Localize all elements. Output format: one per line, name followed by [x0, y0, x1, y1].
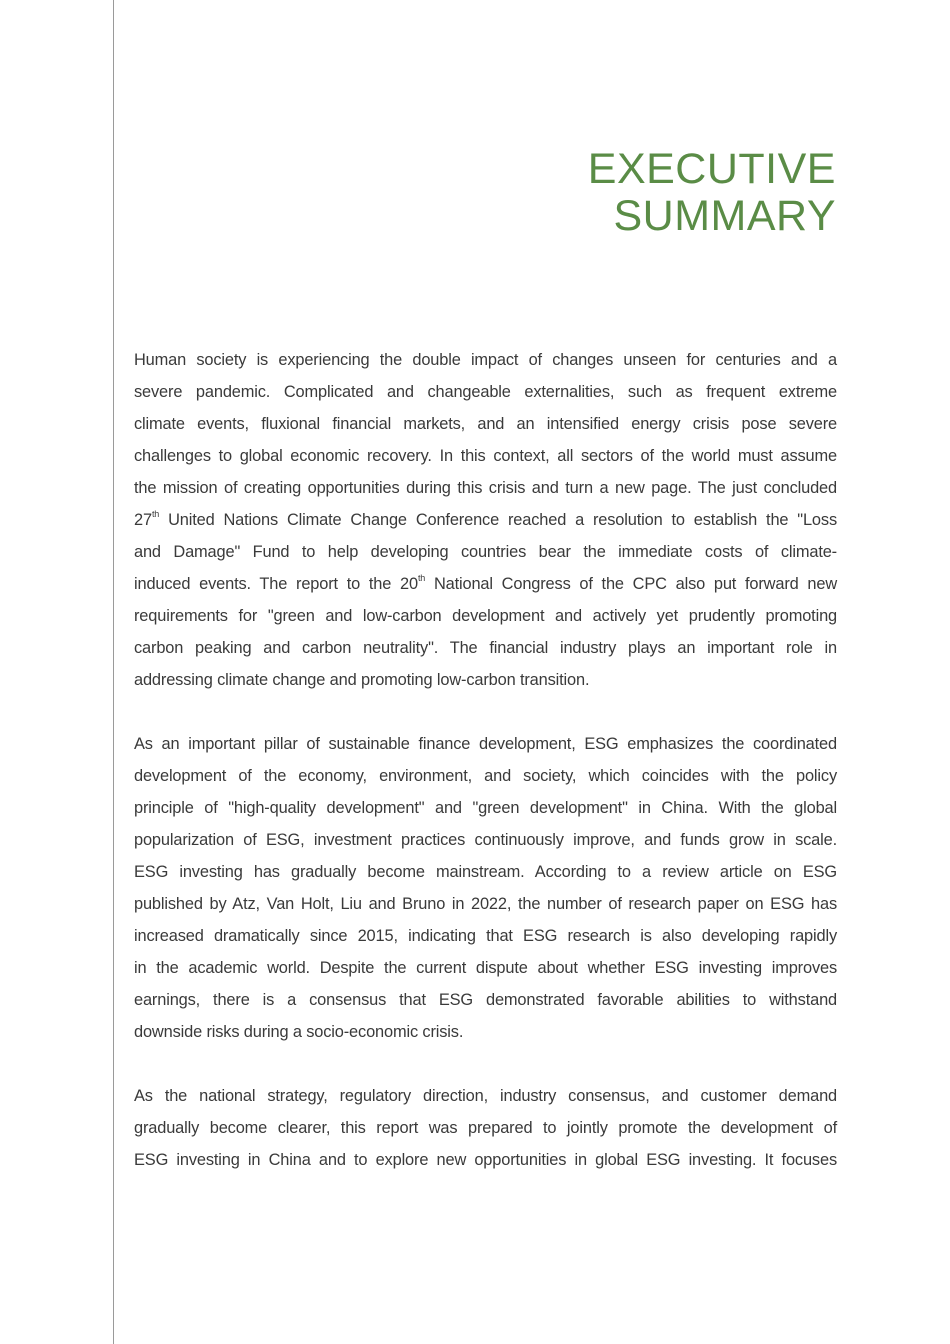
text-line: published by Atz, Van Holt, Liu and Bruno in 2022, the number of research paper on ESG has	[134, 895, 837, 913]
text-line: development of the economy, environment, and society, which coincides with the policy	[134, 767, 837, 785]
page-title-line-2: SUMMARY	[613, 192, 836, 240]
text-line: As the national strategy, regulatory direction, industry consensus, and customer demand	[134, 1087, 837, 1105]
text-line: in the academic world. Despite the current dispute about whether ESG investing improves	[134, 959, 837, 977]
text-line: addressing climate change and promoting low-carbon transition.	[134, 671, 590, 689]
text-line: increased dramatically since 2015, indicating that ESG research is also developing rapidly	[134, 927, 837, 945]
text-fragment: United Nations Climate Change Conference reached a resolution to establish the "Loss	[159, 511, 837, 529]
text-line: climate events, fluxional financial markets, and an intensified energy crisis pose severe	[134, 415, 837, 433]
text-line: requirements for "green and low-carbon development and actively yet prudently promoting	[134, 607, 837, 625]
text-line: ESG investing in China and to explore new opportunities in global ESG investing. It focuses	[134, 1151, 837, 1169]
text-line: severe pandemic. Complicated and changeable externalities, such as frequent extreme	[134, 383, 837, 401]
text-fragment: induced events. The report to the 20	[134, 575, 418, 593]
text-line: the mission of creating opportunities during this crisis and turn a new page. The just concluded	[134, 479, 837, 497]
text-line: carbon peaking and carbon neutrality". The financial industry plays an important role in	[134, 639, 837, 657]
text-line: ESG investing has gradually become mainstream. According to a review article on ESG	[134, 863, 837, 881]
text-fragment: 27	[134, 511, 152, 529]
text-line: challenges to global economic recovery. In this context, all sectors of the world must assume	[134, 447, 837, 465]
page-title-line-1: EXECUTIVE	[587, 145, 836, 193]
text-line: Human society is experiencing the double impact of changes unseen for centuries and a	[134, 351, 837, 369]
margin-rule	[113, 0, 114, 1344]
paragraph-2	[134, 728, 837, 1048]
text-line-with-superscript	[134, 504, 837, 536]
text-line-with-superscript	[134, 568, 837, 600]
superscript: th	[151, 508, 160, 519]
text-line: As an important pillar of sustainable finance development, ESG emphasizes the coordinated	[134, 735, 837, 753]
text-line: downside risks during a socio-economic crisis.	[134, 1023, 464, 1041]
paragraph-1	[134, 344, 837, 696]
text-fragment: National Congress of the CPC also put forward new	[425, 575, 838, 593]
page-title	[588, 146, 836, 240]
text-line: gradually become clearer, this report was prepared to jointly promote the development of	[134, 1119, 837, 1137]
text-line: and Damage" Fund to help developing countries bear the immediate costs of climate-	[134, 543, 837, 561]
text-line: principle of "high-quality development" and "green development" in China. With the global	[134, 799, 837, 817]
text-line: earnings, there is a consensus that ESG demonstrated favorable abilities to withstand	[134, 991, 837, 1009]
body-text	[134, 344, 837, 1208]
text-line: popularization of ESG, investment practices continuously improve, and funds grow in scale.	[134, 831, 837, 849]
paragraph-3	[134, 1080, 837, 1176]
superscript: th	[417, 572, 426, 583]
